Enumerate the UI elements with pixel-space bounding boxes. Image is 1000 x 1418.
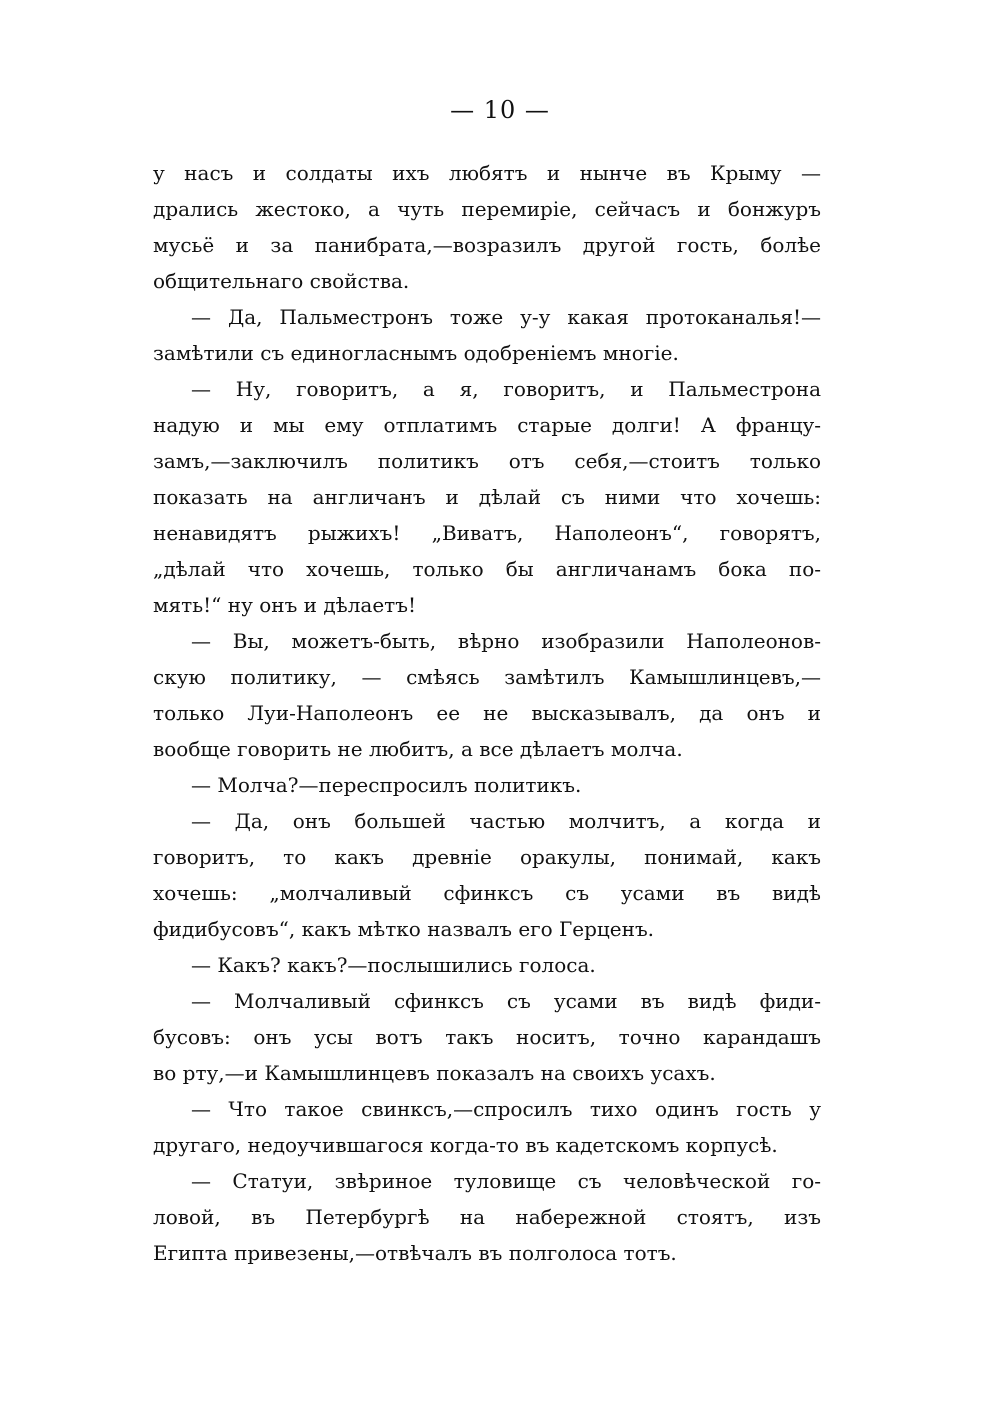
text-line: только Луи-Наполеонъ ее не высказывалъ, да онъ и [153, 701, 821, 725]
text-line: показать на англичанъ и дѣлай съ ними что хочешь: [153, 485, 821, 509]
text-line: — Статуи, звѣриное туловище съ человѣческой го- [191, 1169, 821, 1193]
text-line: скую политику, — смѣясь замѣтилъ Камышлинцевъ,— [153, 665, 821, 689]
text-line: замъ,—заключилъ политикъ отъ себя,—стоитъ только [153, 449, 821, 473]
text-line: бусовъ: онъ усы вотъ такъ носитъ, точно карандашъ [153, 1025, 821, 1049]
text-line: общительнаго свойства. [153, 269, 410, 293]
text-line: надую и мы ему отплатимъ старые долги! А францу- [153, 413, 821, 437]
text-line: мусьё и за панибрата,—возразилъ другой гость, болѣе [153, 233, 821, 257]
text-line: у насъ и солдаты ихъ любятъ и нынче въ Крыму — [153, 161, 821, 185]
text-line: — Какъ? какъ?—послышились голоса. [191, 953, 596, 977]
page-number: — 10 — [450, 96, 550, 124]
text-line: — Молча?—переспросилъ политикъ. [191, 773, 582, 797]
body-text [153, 155, 821, 1271]
text-line: ловой, въ Петербургѣ на набережной стоятъ, изъ [153, 1205, 821, 1229]
text-line: — Молчаливый сфинксъ съ усами въ видѣ фиди- [191, 989, 821, 1013]
text-line: дрались жестоко, а чуть перемиріе, сейчасъ и бонжуръ [153, 197, 821, 221]
text-line: — Да, онъ большей частью молчитъ, а когда и [191, 809, 821, 833]
text-line: вообще говорить не любитъ, а все дѣлаетъ молча. [153, 737, 683, 761]
text-line: говоритъ, то какъ древніе оракулы, понимай, какъ [153, 845, 821, 869]
text-line: ненавидятъ рыжихъ! „Виватъ, Наполеонъ“, говорятъ, [153, 521, 821, 545]
text-line: — Ну, говоритъ, а я, говоритъ, и Пальместрона [191, 377, 821, 401]
text-line: „дѣлай что хочешь, только бы англичанамъ бока по- [153, 557, 821, 581]
text-line: Египта привезены,—отвѣчалъ въ полголоса тотъ. [153, 1241, 677, 1265]
text-line: во рту,—и Камышлинцевъ показалъ на своихъ усахъ. [153, 1061, 716, 1085]
text-line: — Что такое свинксъ,—спросилъ тихо одинъ гость у [191, 1097, 821, 1121]
text-line: хочешь: „молчаливый сфинксъ съ усами въ видѣ [153, 881, 821, 905]
text-line: фидибусовъ“, какъ мѣтко назвалъ его Герценъ. [153, 917, 655, 941]
text-line: — Да, Пальместронъ тоже у-у какая протоканалья!— [191, 305, 821, 329]
text-line: — Вы, можетъ-быть, вѣрно изобразили Наполеонов- [191, 629, 821, 653]
text-line: другаго, недоучившагося когда-то въ кадетскомъ корпусѣ. [153, 1133, 778, 1157]
text-line: мять!“ ну онъ и дѣлаетъ! [153, 593, 417, 617]
text-line: замѣтили съ единогласнымъ одобреніемъ многіе. [153, 341, 679, 365]
